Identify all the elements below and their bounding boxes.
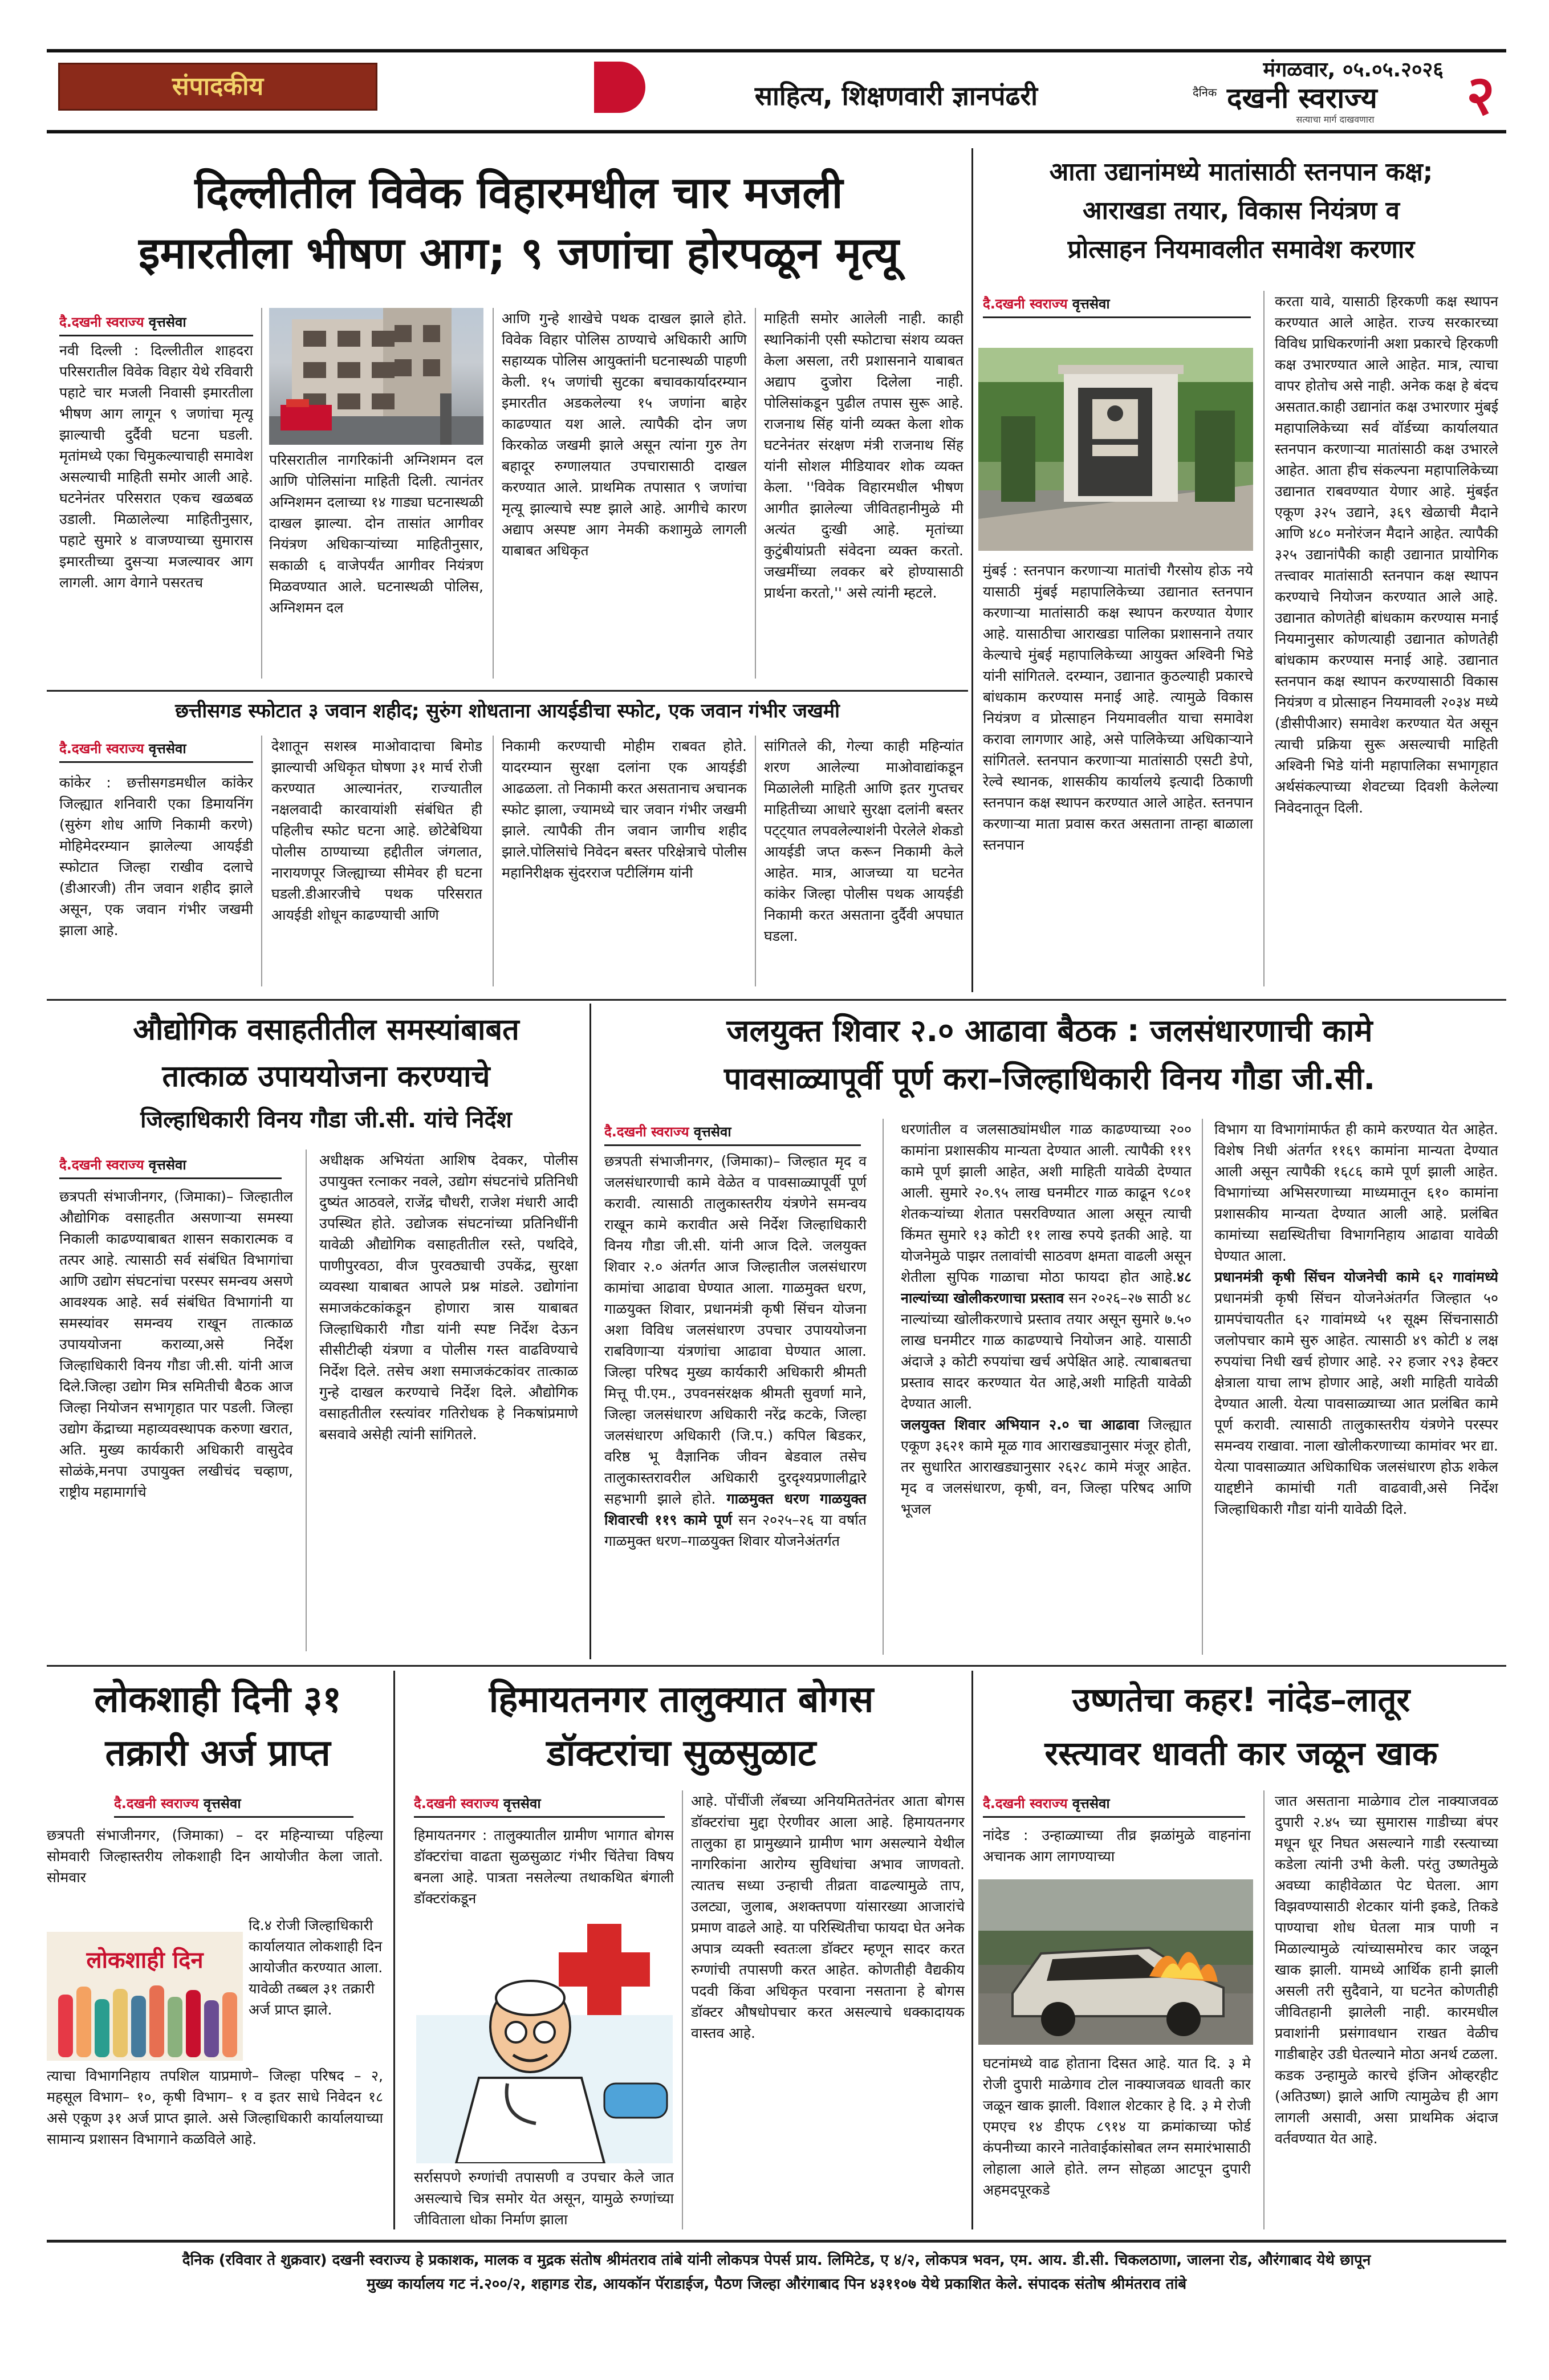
- story5-divider-a: [883, 1119, 884, 1655]
- story7-headline-line2: डॉक्टरांचा सुळसुळाट: [546, 1732, 816, 1774]
- story2-divider-b: [493, 736, 494, 986]
- story1-divider-a: [261, 308, 262, 679]
- story6-byline: दै.दखनी स्वराज्य वृत्तसेवा: [114, 1794, 353, 1818]
- doctor-cartoon-illustration: [416, 1912, 673, 2163]
- footer-top-rule: [47, 2240, 1506, 2243]
- story2-divider-c: [755, 736, 756, 986]
- story1-divider-b: [493, 308, 494, 679]
- building-fire-illustration: [269, 308, 483, 445]
- burning-car-illustration: [978, 1879, 1253, 2045]
- story6-bottom-text: त्याचा विभागनिहाय तपशिल याप्रमाणे– जिल्हा परिषद – २, महसूल विभाग– १०, कृषी विभाग– १ व इतर साधे निवेदन १८ असे एकूण ३१ अर्ज प्राप्त झाले. असे जिल्हाधिकारी कार्यालयाच्या सामान्य प्रशासन विभागाने कळविले आहे.: [47, 2068, 383, 2147]
- story4-byline: दै.दखनी स्वराज्य वृत्तसेवा: [59, 1155, 282, 1179]
- footer-line-1: दैनिक (रविवार ते शुक्रवार) दखनी स्वराज्य हे प्रकाशक, मालक व मुद्रक संतोष श्रीमंतराव तांबे यांनी लोकपत्र पेपर्स प्राय. लिमिटेड, ए ४/२, लोकपत्र भवन, एम. आय. डी.सी. चिकलठाणा, जालना रोड, औरंगाबाद येथे छापून: [182, 2252, 1371, 2269]
- story1-column-3: आणि गुन्हे शाखेचे पथक दाखल झाले होते. विवेक विहार पोलिस ठाण्याचे अधिकारी आणि सहाय्यक पोलिस आयुक्तांनी घटनास्थळी पाहणी केली. १५ जणांची सुटका बचावकार्यादरम्यान इमारतीत अडकलेल्या १५ जणांना बाहेर काढण्यात यश आले. त्यापैकी दोन जण किरकोळ जखमी झाले असून त्यांना गुरु तेग बहादूर रुग्णालयात उपचारासाठी दाखल करण्यात आले. प्राथमिक तपासात ९ जणांचा मृत्यू झाल्याचे स्पष्ट झाले आहे. आगीचे कारण अद्याप अस्पष्ट आग नेमकी कशामुळे लागली याबाबत अधिकृत: [502, 310, 747, 559]
- story1-fire-photo: [269, 308, 483, 445]
- story5-byline: दै.दखनी स्वराज्य वृत्तसेवा: [604, 1122, 861, 1146]
- story3-byline: दै.दखनी स्वराज्य वृत्तसेवा: [983, 294, 1251, 318]
- story8-column-1-top: नांदेड : उन्हाळ्याच्या तीव्र झळांमुळे वाहनांना अचानक आग लागण्याच्या: [983, 1827, 1251, 1865]
- story4-column-1: छत्रपती संभाजीनगर, (जिमाका)– जिल्हातील औद्योगिक वसाहतीत असणाऱ्या समस्या निकाली काढण्याबाबत शासन सकारात्मक व तत्पर आहे. त्यासाठी सर्व संबंधित विभागांचा आणि उद्योग संघटनांचा परस्पर समन्वय असणे आवश्यक आहे. सर्व संबंधित विभागांनी या समस्यांवर समन्वय राखून तात्काळ उपाययोजना कराव्या,असे निर्देश जिल्हाधिकारी विनय गौडा जी.सी. यांनी आज दिले.जिल्हा उद्योग मित्र समितीची बैठक आज जिल्हा नियोजन सभागृहात पार पडली. जिल्हा उद्योग केंद्राच्या महाव्यवस्थापक करुणा खरात, अति. मुख्य कार्यकारी अधिकारी वासुदेव सोळंके,मनपा उपायुक्त लखीचंद चव्हाण, राष्ट्रीय महामार्गाचे: [59, 1188, 293, 1500]
- story3-column-2: करता यावे, यासाठी हिरकणी कक्ष स्थापन करण्यात आले आहेत. राज्य सरकारच्या विविध प्राधिकरणांनी अशा प्रकारचे हिरकणी कक्ष उभारण्यात आले आहेत. मात्र, त्याचा वापर होतोच असे नाही. अनेक कक्ष हे बंदच असतात.काही उद्यानांत कक्ष उभारणार मुंबई महापालिकेच्या सर्व वॉर्डच्या कार्यालयात स्तनपान करणाऱ्या मातांसाठी कक्ष उभारले आहेत. आता हीच संकल्पना महापालिकेच्या उद्यानात राबवण्यात येणार आहे. मुंबईत एकूण ३२५ उद्याने, ३६९ खेळाची मैदाने आणि ४८० मनोरंजन मैदाने आहेत. त्यापैकी ३२५ उद्यानांपैकी काही उद्यानात प्रायोगिक तत्त्वावर मातांसाठी स्तनपान कक्ष स्थापन करण्याचे नियोजन करण्यात आले आहे. उद्यानात कोणतेही बांधकाम करण्यास मनाई नियमानुसार कोणत्याही उद्यानात कोणतेही बांधकाम करण्यास मनाई आहे. उद्यानात स्तनपान कक्ष स्थापन करण्यासाठी विकास नियंत्रण व प्रोत्साहन नियमावली २०३४ मध्ये (डीसीपीआर) समावेश करण्यात येत असून त्याची प्रक्रिया सुरू असल्याची माहिती अश्विनी भिडे यांनी महापालिका सभागृहात अर्थसंकल्पाच्या शेवटच्या दिवशी केलेल्या निवेदनातून दिली.: [1275, 293, 1498, 816]
- story6-top-text: छत्रपती संभाजीनगर, (जिमाका) – दर महिन्याच्या पहिल्या सोमवारी जिल्हास्तरीय लोकशाही दिन आयोजीत केला जातो. सोमवार: [47, 1827, 383, 1886]
- story7-divider: [682, 1790, 683, 2229]
- story5-column-3: विभाग या विभागांमार्फत ही कामे करण्यात येत आहेत. विशेष निधी अंतर्गत ११६९ कामांना मान्यता देण्यात आली असून त्यापैकी १६८६ कामे पूर्ण झाली आहेत. विभागांच्या अभिसरणाच्या माध्यमातून ६१० कामांना प्रशासकीय मान्यता देण्यात आली आहे. प्रलंबित कामांच्या सद्यस्थितीचा विभागनिहाय आढावा यावेळी घेण्यात आला. प्रधानमंत्री कृषी सिंचन योजनेची कामे ६२ गावांमध्ये प्रधानमंत्री कृषी सिंचन योजनेअंतर्गत जिल्हात ५० ग्रामपंचायतीत ६२ गावांमध्ये ५१ सूक्ष्म सिंचनासाठी जलोपचार कामे सुरु आहेत. त्यासाठी ४९ कोटी ४ लक्ष रुपयांचा निधी खर्च होणार आहे. २२ हजार २९३ हेक्टर क्षेत्राला याचा लाभ होणार आहे, अशी माहिती यावेळी देण्यात आली. येत्या पावसाळ्याच्या आत प्रलंबित कामे पूर्ण करावी. त्यासाठी तालुकास्तरीय यंत्रणेने परस्पर समन्वय राखावा. नाला खोलीकरणाच्या कामांवर भर द्या. येत्या पावसाळ्यात अधिकाधिक जलसंधारण होऊ शकेल याद्दष्टीने कामांची गती वाढवावी,असे निर्देश जिल्हाधिकारी गौडा यांनी यावेळी दिले.: [1214, 1121, 1498, 1517]
- story2-column-3: निकामी करण्याची मोहीम राबवत होते. यादरम्यान सुरक्षा दलांना एक आयईडी आढळला. तो निकामी करत असतानाच अचानक स्फोट झाला, ज्यामध्ये चार जवान गंभीर जखमी झाले. त्यापैकी तीन जवान जागीच शहीद झाले.पोलिसांचे निवेदन बस्तर परिक्षेत्राचे पोलीस महानिरीक्षक सुंदरराज पटीलिंगम यांनी: [502, 738, 747, 881]
- lokshahi-din-image-caption: लोकशाही दिन: [86, 1947, 204, 1973]
- brand-small: दैनिक: [1193, 86, 1217, 99]
- story1-divider-c: [755, 308, 756, 679]
- masthead: [47, 49, 1506, 135]
- masthead-bottom-rule: [47, 130, 1506, 133]
- story2-top-rule: [47, 690, 968, 692]
- story1-headline-line1: दिल्लीतील विवेक विहारमधील चार मजली: [194, 167, 843, 218]
- story7-column-1-top: हिमायतनगर : तालुक्यातील ग्रामीण भागात बोगस डॉक्टरांचा वाढता सुळसुळाट गंभीर चिंतेचा विषय बनला आहे. पात्रता नसलेल्या तथाकथित बंगाली डॉक्टरांकडून: [414, 1827, 674, 1907]
- masthead-date: मंगळवार, ०५.०५.२०२६: [1263, 58, 1444, 82]
- story3-column-1: मुंबई : स्तनपान करणाऱ्या मातांची गैरसोय होऊ नये यासाठी मुंबई महापालिकेच्या उद्यानात स्तनपान करणाऱ्या मातांसाठी कक्ष स्थापन करण्यात येणार आहे. यासाठीचा आराखडा पालिका प्रशासनाने तयार केल्याचे मुंबई महापालिकेच्या आयुक्त अश्विनी भिडे यांनी सांगितले. दरम्यान, उद्यानात कुठल्याही प्रकारचे बांधकाम करण्यास मनाई आहे. त्यामुळे विकास नियंत्रण व प्रोत्साहन नियमावलीत याचा समावेश करावा लागणार आहे, असे पालिकेच्या अधिकाऱ्याने सांगितले. स्तनपान करणाऱ्या मातांसाठी एसटी डेपो, रेल्वे स्थानक, शासकीय कार्यालये इत्यादी ठिकाणी स्तनपान कक्ष स्थापन करण्यात आले आहेत. स्तनपान करणाऱ्या माता प्रवास करत असताना तान्हा बाळाला स्तनपान: [983, 562, 1253, 853]
- story8-column-1-bottom: घटनांमध्ये वाढ होताना दिसत आहे. यात दि. ३ मे रोजी दुपारी माळेगाव टोल नाक्याजवळ धावती कार जळून खाक झाली. विशाल शेटकार हे दि. ३ मे रोजी एमएच १४ डीएफ ८९१४ या क्रमांकाच्या फोर्ड कंपनीच्या कारने नातेवाईकांसोबत लग्न समारंभासाठी लोहाला आले होते. लग्न सोहळा आटपून दुपारी अहमदपूरकडे: [983, 2055, 1251, 2198]
- page-number: २: [1466, 63, 1495, 127]
- story7-doctor-cartoon: [416, 1912, 673, 2163]
- story2-column-1: कांकेर : छत्तीसगडमधील कांकेर जिल्ह्यात शनिवारी एका डिमायनिंग (सुरुंग शोध आणि निकामी करणे) मोहिमेदरम्यान झालेल्या आयईडी स्फोटात जिल्हा राखीव दलाचे (डीआरजी) तीन जवान शहीद झाले असून, एक जवान गंभीर जखमी झाला आहे.: [59, 774, 253, 939]
- story8-burning-car-photo: [978, 1879, 1253, 2045]
- bottom-divider-a: [393, 1671, 395, 2229]
- story4-column-2: अधीक्षक अभियंता आशिष देवकर, पोलीस उपायुक्त रत्नाकर नवले, उद्योग संघटनांचे प्रतिनिधी दुष्यंत आठवले, राजेंद्र चौधरी, राजेश मंधारी आदी उपस्थित होते. उद्योजक संघटनांच्या प्रतिनिधींनी यावेळी औद्योगिक वसाहतीतील रस्ते, पथदिवे, पाणीपुरवठा, वीज पुरवठ्याची उपकेंद्र, सुरक्षा व्यवस्था याबाबत आपले प्रश्न मांडले. उद्योगांना समाजकंटकांकडून होणारा त्रास याबाबत जिल्हाधिकारी गौडा यांनी स्पष्ट निर्देश देऊन सीसीटीव्ही यंत्रणा व पोलीस गस्त वाढविण्याचे निर्देश दिले. तसेच अशा समाजकंटकांवर तात्काळ गुन्हे दाखल करण्याचे निर्देश दिले. औद्योगिक वसाहतीतील रस्त्यांवर गतिरोधक हे निकषांप्रमाणे बसवावे असेही त्यांनी सांगितले.: [319, 1152, 578, 1443]
- story5-headline-line2: पावसाळ्यापूर्वी पूर्ण करा–जिल्हाधिकारी विनय गौडा जी.सी.: [723, 1061, 1376, 1096]
- story4-headline-line3: जिल्हाधिकारी विनय गौडा जी.सी. यांचे निर्देश: [140, 1107, 512, 1133]
- story2-divider-a: [261, 736, 262, 986]
- story3-divider: [1263, 291, 1265, 986]
- story8-divider: [1263, 1790, 1265, 2229]
- story5-divider-b: [1202, 1119, 1203, 1655]
- brand-logo: दखनी स्वराज्य: [1227, 82, 1377, 115]
- story7-headline-line1: हिमायतनगर तालुक्यात बोगस: [489, 1679, 874, 1721]
- story3-headline-line2: आराखडा तयार, विकास नियंत्रण व: [1083, 196, 1400, 225]
- middle-left-divider: [589, 1004, 591, 1659]
- story4-headline-line2: तात्काळ उपाययोजना करण्याचे: [162, 1059, 490, 1094]
- story3-breastfeeding-room-photo: [978, 348, 1253, 551]
- story5-column-1: छत्रपती संभाजीनगर, (जिमाका)– जिल्हात मृद व जलसंधारणाची कामे वेळेत व पावसाळ्यापूर्वी पूर्ण करावी. त्यासाठी तालुकास्तरीय यंत्रणेने समन्वय राखून कामे करावीत असे निर्देश जिल्हाधिकारी विनय गौडा जी.सी. यांनी आज दिले. जलयुक्त शिवार २.० अंतर्गत आज जिल्हातील जलसंधारण कामांचा आढावा घेण्यात आला. गाळमुक्त धरण, गाळयुक्त शिवार, प्रधानमंत्री कृषी सिंचन योजना अशा विविध जलसंधारण उपचार उपाययोजना राबविणाऱ्या यंत्रणांचा आढावा घेण्यात आला. जिल्हा परिषद मुख्य कार्यकारी अधिकारी श्रीमती मित्तू पी.एम., उपवनसंरक्षक श्रीमती सुवर्णा माने, जिल्हा जलसंधारण अधिकारी नरेंद्र कटके, जिल्हा जलसंधारण अधिकारी (जि.प.) कपिल बिडकर, वरिष्ठ भू वैज्ञानिक जीवन बेडवाल तसेच तालुकास्तरावरील अधिकारी दुरदृश्यप्रणालीद्वारे सहभागी झाले होते. गाळमुक्त धरण गाळयुक्त शिवारची ११९ कामे पूर्ण सन २०२५–२६ या वर्षात गाळमुक्त धरण–गाळयुक्त शिवार योजनेअंतर्गत: [604, 1153, 867, 1549]
- story5-column-2: धरणांतील व जलसाठ्यांमधील गाळ काढण्याच्या २०० कामांना प्रशासकीय मान्यता देण्यात आली. त्यापैकी ११९ कामे पूर्ण झाली आहेत, अशी माहिती यावेळी देण्यात आली. सुमारे २०.९५ लाख घनमीटर गाळ काढून ९८०१ शेतकऱ्यांच्या शेतात पसरविण्यात आला असून त्याची किंमत सुमारे १३ कोटी ११ लाख रुपये इतकी आहे. या योजनेमुळे पाझर तलावांची साठवण क्षमता वाढली असून शेतीला सुपिक गाळाचा मोठा फायदा होत आहे.४८ नाल्यांच्या खोलीकरणाचा प्रस्ताव सन २०२६–२७ साठी ४८ नाल्यांच्या खोलीकरणाचे प्रस्ताव तयार असून सुमारे ७.५० लाख घनमीटर गाळ काढण्याचे नियोजन आहे. यासाठी अंदाजे ३ कोटी रुपयांचा खर्च अपेक्षित आहे. त्याबाबतचा प्रस्ताव सादर करण्यात येत आहे,अशी माहिती यावेळी देण्यात आली. जलयुक्त शिवार अभियान २.० चा आढावा जिल्ह्यात एकूण ३६२१ कामे मूळ गाव आराखड्यानुसार मंजूर होती, तर सुधारित आराखड्यानुसार २६२८ कामे मंजूर आहेत. मृद व जलसंधारण, कृषी, वन, जिल्हा परिषद आणि भूजल: [901, 1121, 1192, 1517]
- bottom-divider-b: [971, 1671, 973, 2229]
- story8-byline: दै.दखनी स्वराज्य वृत्तसेवा: [983, 1794, 1245, 1818]
- top-rule: [47, 49, 1506, 52]
- story5-headline-line1: जलयुक्त शिवार २.० आढावा बैठक : जलसंधारणाची कामे: [726, 1013, 1373, 1049]
- story3-headline-line1: आता उद्यानांमध्ये मातांसाठी स्तनपान कक्ष;: [1049, 157, 1433, 186]
- story1-column-4: माहिती समोर आलेली नाही. काही स्थानिकांनी एसी स्फोटाचा संशय व्यक्त केला असला, तरी प्रशासनाने याबाबत अद्याप दुजोरा दिलेला नाही. पोलिसांकडून पुढील तपास सुरू आहे. राजनाथ सिंह यांनी व्यक्त केला शोक घटनेनंतर संरक्षण मंत्री राजनाथ सिंह यांनी सोशल मीडियावर शोक व्यक्त केला. ''विवेक विहारमधील भीषण आगीत झालेल्या जीवितहानीमुळे मी अत्यंत दुःखी आहे. मृतांच्या कुटुंबीयांप्रती संवेदना व्यक्त करतो. जखमींच्या लवकर बरे होण्यासाठी प्रार्थना करतो,'' असे त्यांनी म्हटले.: [764, 310, 963, 601]
- story6-right-text: दि.४ रोजी जिल्हाधिकारी कार्यालयात लोकशाही दिन आयोजीत करण्यात आला. यावेळी तब्बल ३१ तक्रारी अर्ज प्राप्त झाले.: [249, 1917, 383, 2018]
- story4-headline-line1: औद्योगिक वसाहतीतील समस्यांबाबत: [133, 1013, 519, 1047]
- story2-byline: दै.दखनी स्वराज्य वृत्तसेवा: [59, 739, 253, 763]
- story8-column-2: जात असताना माळेगाव टोल नाक्याजवळ दुपारी २.४५ च्या सुमारास गाडीच्या बंपर मधून धूर निघत असल्याने गाडी रस्त्याच्या कडेला त्यांनी उभी केली. परंतु उष्णतेमुळे अवघ्या काहीवेळात पेट घेतला. आग विझवण्यासाठी शेटकार यांनी इकडे, तिकडे पाण्याचा शोध घेतला मात्र पाणी न मिळाल्यामुळे त्यांच्यासमोरच कार जळून खाक झाली. यामध्ये आर्थिक हानी झाली असली तरी सुदैवाने, या घटनेत कोणतीही जीवितहानी झालेली नाही. कारमधील प्रवाशांनी प्रसंगावधान राखत वेळीच गाडीबाहेर उडी घेतल्याने मोठा अनर्थ टळला. कडक उन्हामुळे कारचे इंजिन ओव्हरहीट (अतिउष्ण) झाले आणि त्यामुळेच ही आग लागली असावी, असा प्राथमिक अंदाज वर्तवण्यात येत आहे.: [1275, 1793, 1498, 2147]
- park-kiosk-illustration: [978, 348, 1253, 551]
- story3-headline-line3: प्रोत्साहन नियमावलीत समावेश करणार: [1067, 235, 1415, 264]
- story2-headline: छत्तीसगड स्फोटात ३ जवान शहीद; सुरुंग शोधताना आयईडीचा स्फोट, एक जवान गंभीर जखमी: [175, 700, 840, 722]
- story1-column-2: परिसरातील नागरिकांनी अग्निशमन दल आणि पोलिसांना माहिती दिली. त्यानंतर अग्निशमन दलाच्या १४ गाड्या घटनास्थळी दाखल झाल्या. दोन तासांत आगीवर नियंत्रण अधिकाऱ्यांच्या माहितीनुसार, सकाळी ६ वाजेपर्यंत आगीवर नियंत्रण मिळवण्यात आले. घटनास्थळी पोलिस, अग्निशमन दल: [269, 452, 483, 616]
- section-label: संपादकीय: [172, 72, 264, 101]
- brand-subtitle: सत्याचा मार्ग दाखवणारा: [1296, 114, 1375, 125]
- story4-divider: [306, 1150, 307, 1651]
- middle-section-top-rule: [47, 999, 1506, 1001]
- masthead-tagline: साहित्य, शिक्षणवारी ज्ञानपंढरी: [754, 80, 1038, 111]
- story6-headline-line2: तक्रारी अर्ज प्राप्त: [105, 1732, 331, 1774]
- story6-lokshahi-din-image: [47, 1932, 243, 2061]
- story1-byline: दै.दखनी स्वराज्य वृत्तसेवा: [59, 312, 253, 336]
- story7-byline: दै.दखनी स्वराज्य वृत्तसेवा: [414, 1794, 665, 1818]
- story7-column-2: आहे. पोंचींजी लॅबच्या अनियमिततेनंतर आता बोगस डॉक्टरांचा मुद्दा ऐरणीवर आला आहे. हिमायतनगर तालुका हा प्रामुख्याने ग्रामीण भाग असल्याने येथील नागरिकांना आरोग्य सुविधांचा अभाव जाणवतो. त्यातच सध्या उन्हाची तीव्रता वाढल्यामुळे ताप, उलट्या, जुलाब, अशक्तपणा यांसारख्या आजारांचे प्रमाण वाढले आहे. या परिस्थितीचा फायदा घेत अनेक अपात्र व्यक्ती स्वतःला डॉक्टर म्हणून सादर करत रुग्णांची तपासणी करत आहेत. कोणतीही वैद्यकीय पदवी किंवा अधिकृत परवाना नसताना हे बोगस डॉक्टर औषधोपचार करत असल्याचे धक्कादायक वास्तव आहे.: [691, 1793, 965, 2041]
- story1-column-1: नवी दिल्ली : दिल्लीतील शाहदरा परिसरातील विवेक विहार येथे रविवारी पहाटे चार मजली निवासी इमारतीला भीषण आग लागून ९ जणांचा मृत्यू झाल्याची दुर्दैवी घटना घडली. मृतांमध्ये एका चिमुकल्याचाही समावेश असल्याची माहिती समोर आली आहे. घटनेनंतर परिसरात एकच खळबळ उडाली. मिळालेल्या माहितीनुसार, पहाटे सुमारे ४ वाजण्याच्या सुमारास इमारतीच्या दुसऱ्या मजल्यावर आग लागली. आग वेगाने पसरतच: [59, 342, 253, 591]
- footer-line-2: मुख्य कार्यालय गट नं.२००/२, शहागड रोड, आयकॉन पॅराडाईज, पैठण जिल्हा औरंगाबाद पिन ४३११०७ येथे प्रकाशित केले. संपादक संतोष श्रीमंतराव तांबे: [366, 2276, 1187, 2293]
- story7-column-1-bottom: सर्रासपणे रुग्णांची तपासणी व उपचार केले जात असल्याचे चित्र समोर येत असून, यामुळे रुग्णांच्या जीविताला धोका निर्माण झाला: [414, 2169, 674, 2228]
- story6-headline-line1: लोकशाही दिनी ३१: [94, 1679, 341, 1721]
- story2-column-2: देशातून सशस्त्र माओवादाचा बिमोड झाल्याची अधिकृत घोषणा ३१ मार्च रोजी करण्यात आल्यानंतर, राज्यातील नक्षलवादी कारवायांशी संबंधित ही पहिलीच स्फोट घटना आहे. छोटेबेथिया पोलीस ठाण्याच्या हद्दीतील जंगलात, नारायणपूर जिल्ह्याच्या सीमेवर ही घटना घडली.डीआरजीचे पथक परिसरात आयईडी शोधून काढण्याची आणि: [271, 738, 482, 923]
- top-right-column-divider: [971, 148, 973, 992]
- bottom-section-top-rule: [47, 1665, 1506, 1667]
- section-red-flag: [594, 62, 645, 113]
- story8-headline-line1: उष्णतेचा कहर! नांदेड–लातूर: [1072, 1680, 1410, 1719]
- story1-headline-line2: इमारतीला भीषण आग; ९ जणांचा होरपळून मृत्यू: [139, 228, 899, 278]
- story2-column-4: सांगितले की, गेल्या काही महिन्यांत शरण आलेल्या माओवाद्यांकडून मिळालेली माहिती आणि इतर गुप्तचर माहितीच्या आधारे सुरक्षा दलांनी बस्तर पट्ट्यात लपवलेल्याशंनी पेरलेले शेकडो आयईडी जप्त करून निकामी केले आहेत. मात्र, आजच्या या घटनेत कांकेर जिल्हा पोलीस पथक आयईडी निकामी करत असताना दुर्दैवी अपघात घडला.: [764, 738, 963, 944]
- story8-headline-line2: रस्त्यावर धावती कार जळून खाक: [1044, 1734, 1438, 1773]
